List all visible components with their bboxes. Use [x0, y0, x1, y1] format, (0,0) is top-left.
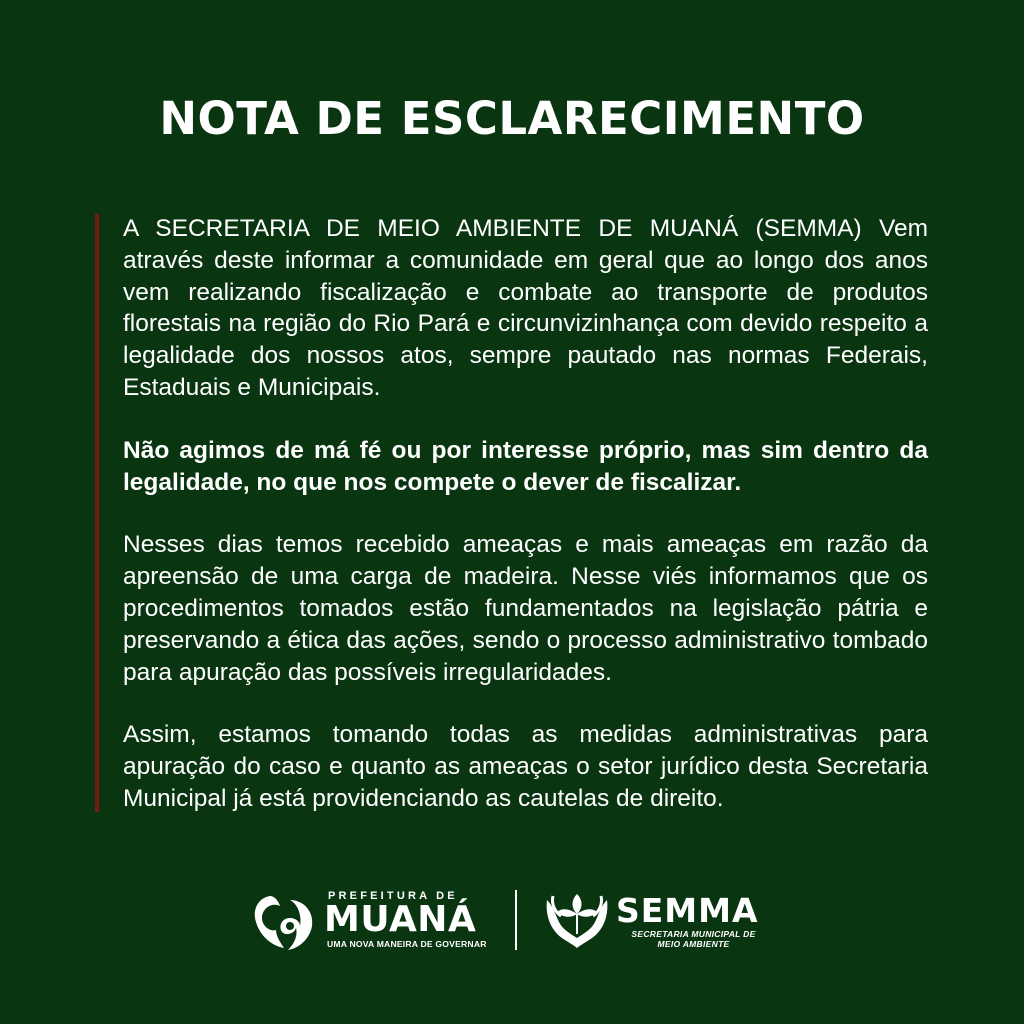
- hands-leaves-icon: [543, 886, 611, 950]
- paragraph-intro: A SECRETARIA DE MEIO AMBIENTE DE MUANÁ (SEMMA) Vem através deste informar a comunidade em geral que ao longo dos anos vem realizando fiscalização e combate ao transporte de produtos florestais na região do Rio Pará e circunvizinhança com devido respeito a legalidade dos nossos atos, sempre pautado nas normas Federais, Estaduais e Municipais.: [123, 215, 928, 401]
- muana-label: MUANÁ: [324, 899, 477, 940]
- semma-logo: [543, 886, 783, 952]
- paragraph-emphasis: Não agimos de má fé ou por interesse próprio, mas sim dentro da legalidade, no que nos compete o dever de fiscalizar.: [123, 436, 928, 496]
- paragraph-measures: Assim, estamos tomando todas as medidas administrativas para apuração do caso e quanto as ameaças o setor jurídico desta Secretaria Municipal já está providenciando as cautelas de direito.: [123, 721, 928, 812]
- prefeitura-muana-logo: [250, 888, 490, 952]
- muana-slogan: UMA NOVA MANEIRA DE GOVERNAR: [327, 939, 487, 949]
- accent-bar: [95, 214, 99, 812]
- muana-emblem-icon: [250, 890, 316, 952]
- prefeitura-label: PREFEITURA DE: [328, 890, 458, 902]
- footer-logos: [0, 884, 1024, 954]
- paragraph-threats: Nesses dias temos recebido ameaças e mais ameaças em razão da apreensão de uma carga de madeira. Nesse viés informamos que os procedimentos tomados estão fundamentados na legislação pátria e preservando a ética das ações, sendo o processo administrativo tombado para apuração das possíveis irregularidades.: [123, 531, 928, 686]
- semma-subtitle: SECRETARIA MUNICIPAL DE MEIO AMBIENTE: [631, 929, 756, 949]
- semma-label: SEMMA: [616, 891, 759, 930]
- logo-divider: [515, 890, 517, 950]
- notice-body: [123, 213, 928, 846]
- page-title: NOTA DE ESCLARECIMENTO: [159, 92, 865, 145]
